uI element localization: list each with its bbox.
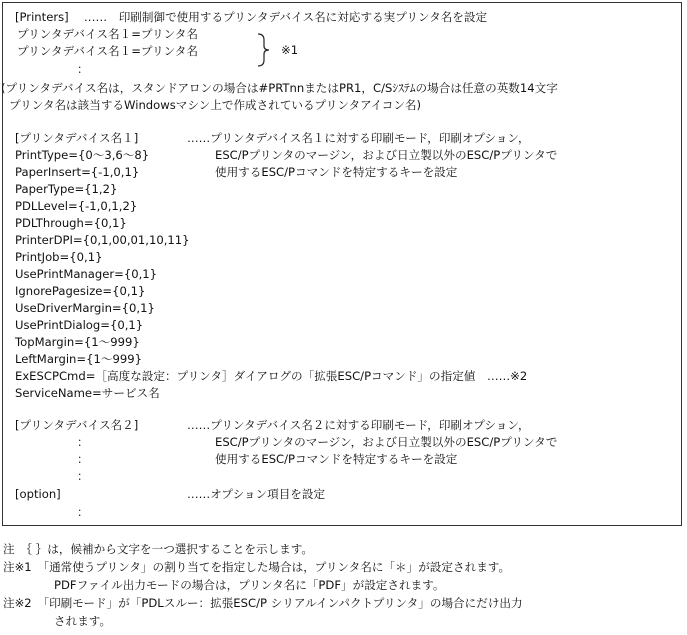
key-line: UsePrintDialog={0,1}	[15, 318, 144, 332]
key-line: PrintType={0～3,6～8}	[15, 148, 150, 162]
brace-icon	[255, 33, 281, 67]
footnote-ref-1: ※1	[281, 43, 299, 57]
key-line: PrintJob={0,1}	[15, 250, 103, 264]
key-line: PDLLevel={-1,0,1,2}	[15, 199, 138, 213]
device-name-note-line: (プリンタデバイス名は，スタンドアロンの場合は#PRTnnまたはPR1，C/Sｼｽﾃﾑの場合は任意の英数14文字	[1, 81, 558, 95]
note-1: 注※1 「通常使うプリンタ」の割り当てを指定した場合は，プリンタ名に「＊」が設定されます。	[3, 560, 511, 574]
ellipsis-line: ：	[77, 62, 89, 76]
key-line: PaperInsert={-1,0,1}	[15, 165, 140, 179]
key-line: UsePrintManager={0,1}	[15, 267, 158, 281]
option-section-header: [option]	[15, 487, 61, 501]
note-braces: 注 ｛ ｝は，候補から文字を一つ選択することを示します。	[3, 542, 313, 556]
note-2: 注※2 「印刷モード」が「PDLスルー：拡張ESC/P シリアルインパクトプリンタ」の場合にだけ出力	[3, 596, 523, 610]
key-line: IgnorePagesize={0,1}	[15, 284, 146, 298]
device-section-1-desc: 使用するESC/Pコマンドを特定するキーを設定	[215, 165, 458, 179]
device-section-1-desc: ESC/Pプリンタのマージン，および日立製以外のESC/Pプリンタで	[215, 148, 558, 162]
ellipsis-line: ：	[77, 452, 89, 466]
key-line: PrinterDPI={0,1,00,01,10,11}	[15, 233, 190, 247]
device-section-2-header: [プリンタデバイス名２]	[15, 418, 139, 432]
device-section-2-desc: ESC/Pプリンタのマージン，および日立製以外のESC/Pプリンタで	[215, 435, 558, 449]
printers-section-line: [Printers] …… 印刷制御で使用するプリンタデバイス名に対応する実プリンタ名を設定	[15, 10, 488, 24]
key-line: LeftMargin={1～999}	[15, 352, 142, 366]
ini-file-format-box	[2, 2, 682, 526]
device-section-2-desc: ……プリンタデバイス名２に対する印刷モード，印刷オプション，	[187, 418, 530, 432]
device-section-1-header: [プリンタデバイス名１]	[15, 131, 139, 145]
device-section-1-desc: ……プリンタデバイス名１に対する印刷モード，印刷オプション，	[187, 131, 530, 145]
device-name-note-line: プリンタ名は該当するWindowsマシン上で作成されているプリンタアイコン名)	[9, 98, 422, 112]
device-section-2-desc: 使用するESC/Pコマンドを特定するキーを設定	[215, 452, 458, 466]
device-mapping-line: プリンタデバイス名１=プリンタ名	[17, 27, 198, 41]
key-line: ExESCPCmd=［高度な設定：プリンタ］ダイアログの「拡張ESC/Pコマンド」の指定値 ……※2	[15, 369, 528, 383]
key-line: ServiceName=サービス名	[15, 386, 160, 400]
ellipsis-line: ：	[77, 505, 89, 519]
key-line: PDLThrough={0,1}	[15, 216, 127, 230]
note-1-continued: PDFファイル出力モードの場合は，プリンタ名に「PDF」が設定されます。	[54, 578, 445, 592]
device-mapping-line: プリンタデバイス名１=プリンタ名	[17, 44, 198, 58]
ellipsis-line: ：	[77, 469, 89, 483]
option-section-desc: ……オプション項目を設定	[187, 487, 326, 501]
key-line: TopMargin={1～999}	[15, 335, 140, 349]
ellipsis-line: ：	[77, 435, 89, 449]
key-line: PaperType={1,2}	[15, 182, 118, 196]
key-line: UseDriverMargin={0,1}	[15, 301, 155, 315]
note-2-continued: されます。	[54, 614, 112, 628]
